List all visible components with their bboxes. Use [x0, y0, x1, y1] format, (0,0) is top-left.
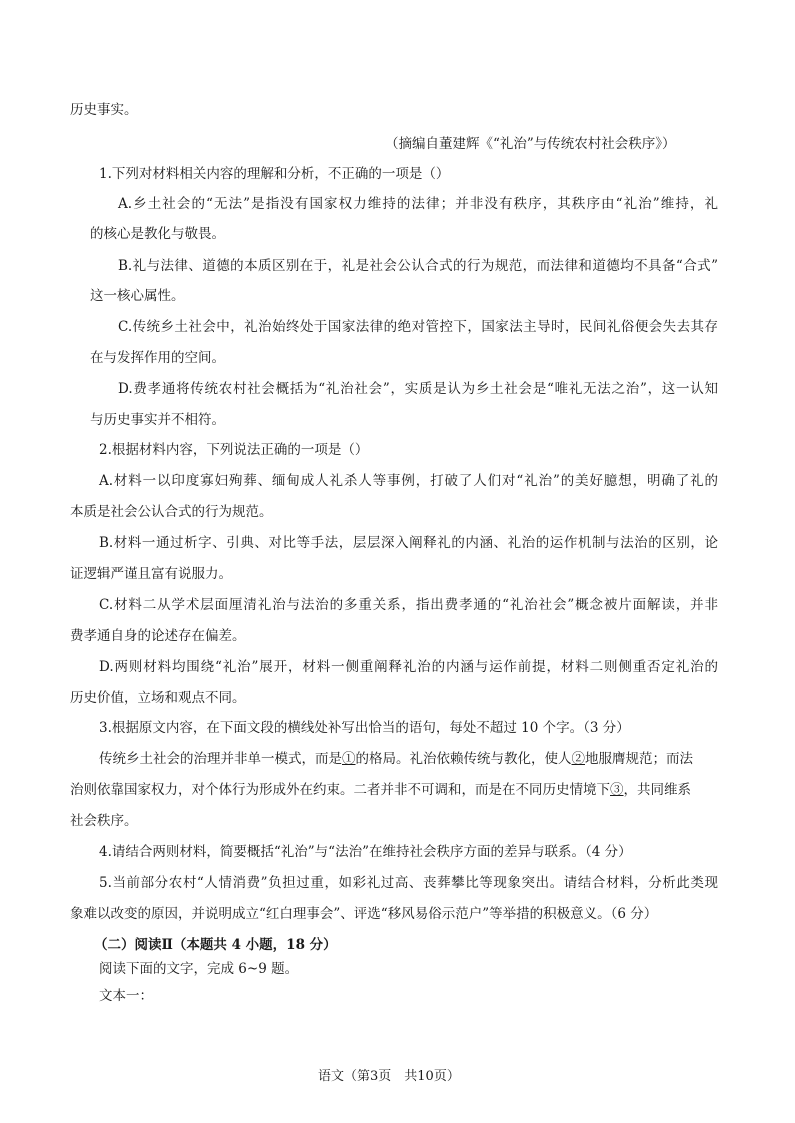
q2-option-c-line2: 费孝通自身的论述存在偏差。	[70, 628, 246, 644]
q1-option-b-line1: B.礼与法律、道德的本质区别在于，礼是社会公认合式的行为规范，而法律和道德均不具备“合式”	[118, 258, 718, 274]
q3-passage-line2	[70, 781, 691, 799]
q3-text-1b: 的格局。礼治依赖传统与教化，使人	[355, 751, 572, 767]
q1-option-a-line2: 的核心是教化与敬畏。	[90, 226, 225, 242]
section-heading: （二）阅读Ⅱ（本题共 4 小题，18 分）	[94, 937, 337, 953]
blank-marker-1: ①	[342, 751, 356, 767]
q1-option-d-line2: 与历史事实并不相符。	[90, 412, 225, 428]
q3-passage-line1	[99, 750, 693, 768]
q2-option-d-line2: 历史价值，立场和观点不同。	[70, 690, 246, 706]
q3-passage-line3: 社会秩序。	[70, 813, 138, 829]
q3-text-1c: 地服膺规范；而法	[585, 751, 693, 767]
q2-option-c-line1: C.材料二从学术层面厘清礼治与法治的多重关系，指出费孝通的“礼治社会”概念被片面解读，并非	[99, 597, 718, 613]
q1-stem: 1.下列对材料相关内容的理解和分析，不正确的一项是（）	[99, 166, 450, 182]
q1-option-c-line2: 在与发挥作用的空间。	[90, 350, 225, 366]
blank-marker-2: ②	[571, 751, 585, 767]
q3-stem: 3.根据原文内容，在下面文段的横线处补写出恰当的语句，每处不超过 10 个字。（3 分）	[99, 720, 630, 736]
q4-stem: 4.请结合两则材料，简要概括“礼治”与“法治”在维持社会秩序方面的差异与联系。（4 分）	[99, 844, 632, 860]
q1-option-c-line1: C.传统乡土社会中，礼治始终处于国家法律的绝对管控下，国家法主导时，民间礼俗便会失去其存	[118, 319, 718, 335]
blank-marker-3: ③	[610, 782, 624, 798]
text-one-label: 文本一：	[99, 988, 153, 1004]
q5-stem-line1: 5.当前部分农村“人情消费”负担过重，如彩礼过高、丧葬攀比等现象突出。请结合材料，分析此类现	[99, 875, 718, 891]
q5-stem-line2: 象难以改变的原因，并说明成立“红白理事会”、评选“移风易俗示范户”等举措的积极意义。（6 分）	[70, 906, 658, 922]
q1-option-b-line2: 这一核心属性。	[90, 288, 185, 304]
q2-option-d-line1: D.两则材料均围绕“礼治”展开，材料一侧重阐释礼治的内涵与运作前提，材料二则侧重否定礼治的	[99, 659, 718, 675]
q2-option-b-line1: B.材料一通过析字、引典、对比等手法，层层深入阐释礼的内涵、礼治的运作机制与法治的区别，论	[99, 535, 718, 551]
q3-text-2a: 治则依靠国家权力，对个体行为形成外在约束。二者并非不可调和，而是在不同历史情境下	[70, 782, 610, 798]
q2-option-b-line2: 证逻辑严谨且富有说服力。	[70, 566, 232, 582]
q2-option-a-line1: A.材料一以印度寡妇殉葬、缅甸成人礼杀人等事例，打破了人们对“礼治”的美好臆想，明确了礼的	[99, 473, 718, 489]
q3-text-1a: 传统乡土社会的治理并非单一模式，而是	[99, 751, 342, 767]
source-citation: （摘编自董建辉《“礼治”与传统农村社会秩序》）	[385, 136, 676, 152]
reading-instruction: 阅读下面的文字，完成 6~9 题。	[99, 961, 299, 977]
q1-option-d-line1: D.费孝通将传统农村社会概括为“礼治社会”，实质是认为乡土社会是“唯礼无法之治”，这一认知	[118, 381, 718, 397]
q1-option-a-line1: A.乡土社会的“无法”是指没有国家权力维持的法律；并非没有秩序，其秩序由“礼治”维持，礼	[118, 196, 718, 212]
page-footer: 语文（第3页 共10页）	[318, 1069, 460, 1084]
q2-stem: 2.根据材料内容，下列说法正确的一项是（）	[99, 442, 369, 458]
intro-tail: 历史事实。	[70, 102, 138, 118]
q3-text-2b: ，共同维系	[623, 782, 691, 798]
q2-option-a-line2: 本质是社会公认合式的行为规范。	[70, 504, 273, 520]
